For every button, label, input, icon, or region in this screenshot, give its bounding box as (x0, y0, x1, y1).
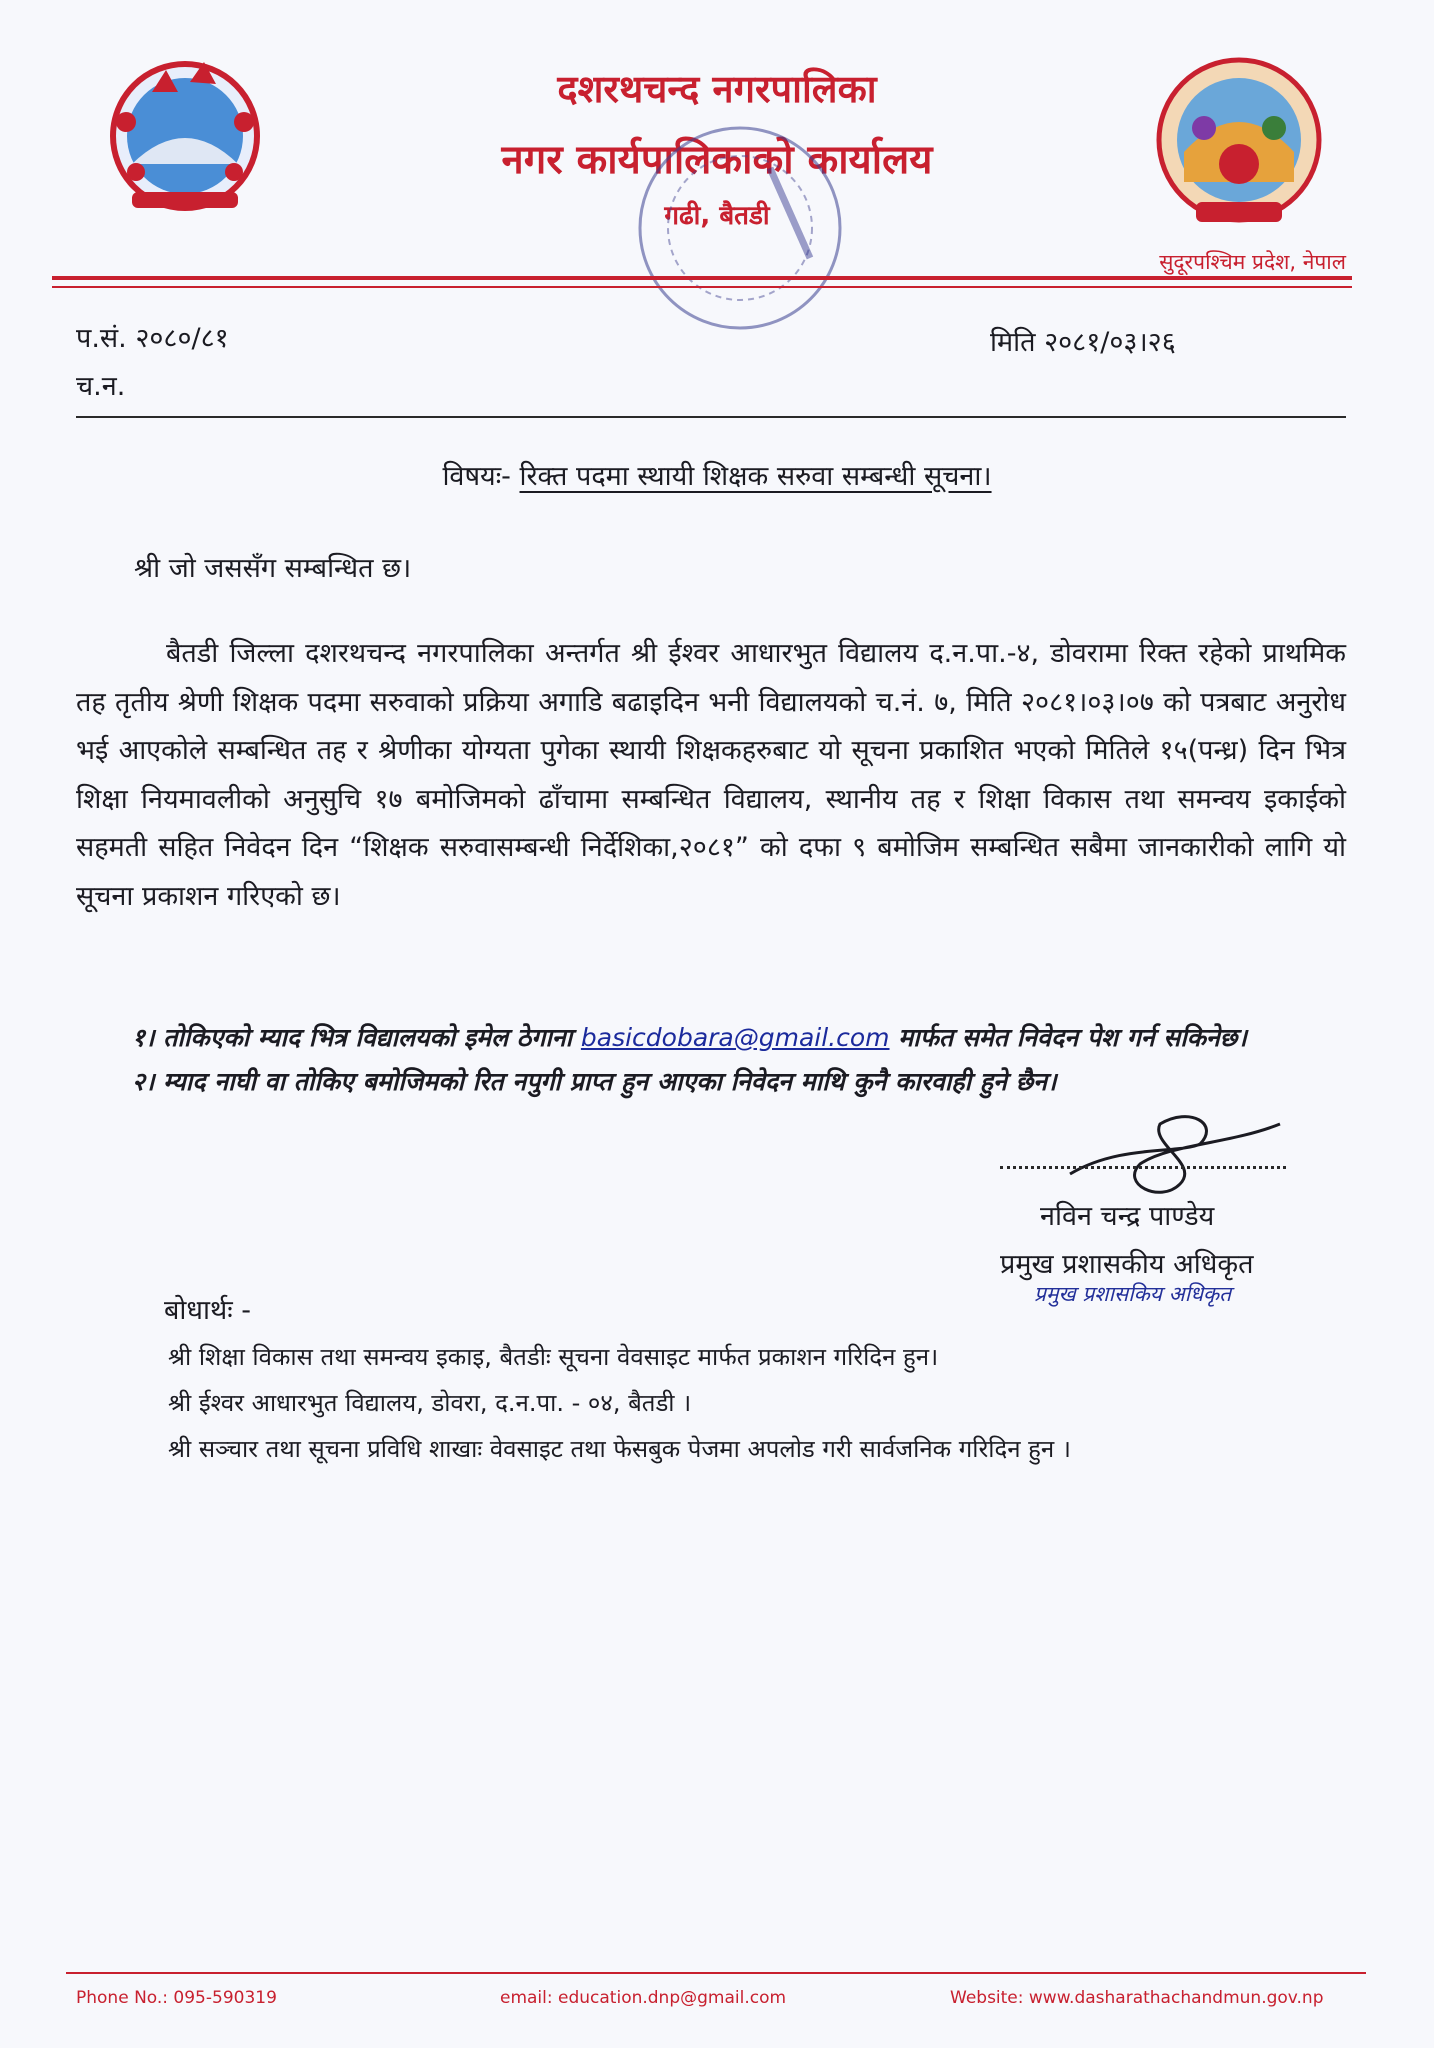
header-divider-thin (52, 286, 1352, 288)
dispatch-number: च.न. (76, 371, 126, 402)
letter-date: मिति २०८१/०३।२६ (990, 327, 1176, 358)
signature-line (1000, 1166, 1286, 1169)
signatory-name: नविन चन्द्र पाण्डेय (1040, 1201, 1215, 1232)
footer-email[interactable]: email: education.dnp@gmail.com (500, 1988, 787, 2008)
body-paragraph: बैतडी जिल्ला दशरथचन्द नगरपालिका अन्तर्गत श्री ईश्वर आधारभुत विद्यालय द.न.पा.-४, डोवरामा रिक्त रहेको प्राथमिक तह तृतीय श्रेणी शिक्षक पदमा सरुवाको प्रक्रिया अगाडि बढाइदिन भनी विद्यालयको च.नं. ७, मिति २०८१।०३।०७ को पत्रबाट अनुरोध भई आएकोले सम्बन्धित तह र श्रेणीका योग्यता पुगेका स्थायी शिक्षकहरुबाट यो सूचना प्रकाशित भएको मितिले १५(पन्ध्र) दिन भित्र शिक्षा नियमावलीको अनुसुचि १७ बमोजिमको ढाँचामा सम्बन्धित विद्यालय, स्थानीय तह र शिक्षा विकास तथा समन्वय इकाईको सहमती सहित निवेदन दिन “शिक्षक सरुवासम्बन्धी निर्देशिका,२०८१” को दफा ९ बमोजिम सम्बन्धित सबैमा जानकारीको लागि यो सूचना प्रकाशन गरिएको छ। (76, 638, 1346, 912)
office-location: गढी, बैतडी (664, 201, 770, 231)
footer-website[interactable]: Website: www.dasharathachandmun.gov.np (950, 1988, 1324, 2008)
province-name: सुदूरपश्चिम प्रदेश, नेपाल (1159, 250, 1346, 274)
municipality-name: दशरथचन्द नगरपालिका (557, 67, 877, 111)
note-1-prefix: १। तोकिएको म्याद भित्र विद्यालयको इमेल ठेगाना (132, 1023, 573, 1052)
footer-divider (66, 1972, 1366, 1974)
header-divider (52, 276, 1352, 280)
cc-item: श्री शिक्षा विकास तथा समन्वय इकाइ, बैतडीः सूचना वेवसाइट मार्फत प्रकाशन गरिदिन हुन। (168, 1343, 939, 1371)
reference-number: प.सं. २०८०/८१ (76, 323, 229, 354)
subject-label: विषयः- (442, 461, 511, 492)
school-email-link[interactable]: basicdobara@gmail.com (580, 1023, 890, 1052)
salutation: श्री जो जससँग सम्बन्धित छ। (134, 553, 412, 584)
office-seal-stamp (620, 108, 860, 348)
meta-divider (76, 416, 1346, 418)
signatory-title: प्रमुख प्रशासकीय अधिकृत (1000, 1249, 1254, 1280)
cc-item: श्री ईश्वर आधारभुत विद्यालय, डोवरा, द.न.पा. - ०४, बैतडी । (168, 1389, 692, 1417)
signatory-stamp: प्रमुख प्रशासकिय अधिकृत (1034, 1282, 1232, 1306)
subject-line (0, 456, 1434, 493)
note-1-suffix: मार्फत समेत निवेदन पेश गर्न सकिनेछ। (898, 1023, 1247, 1052)
office-name: नगर कार्यपालिकाको कार्यालय (501, 137, 933, 183)
note-2: २। म्याद नाघी वा तोकिए बमोजिमको रित नपुगी प्राप्त हुन आएका निवेदन माथि कुनै कारवाही हुने छैन। (132, 1067, 1057, 1096)
subject-text: रिक्त पदमा स्थायी शिक्षक सरुवा सम्बन्धी सूचना। (519, 461, 992, 492)
cc-item: श्री सञ्चार तथा सूचना प्रविधि शाखाः वेवसाइट तथा फेसबुक पेजमा अपलोड गरी सार्वजनिक गरिदिन हुन । (168, 1435, 1071, 1463)
note-1 (132, 1020, 1352, 1054)
cc-heading: बोधार्थः - (164, 1295, 252, 1326)
footer-phone: Phone No.: 095-590319 (76, 1988, 277, 2008)
